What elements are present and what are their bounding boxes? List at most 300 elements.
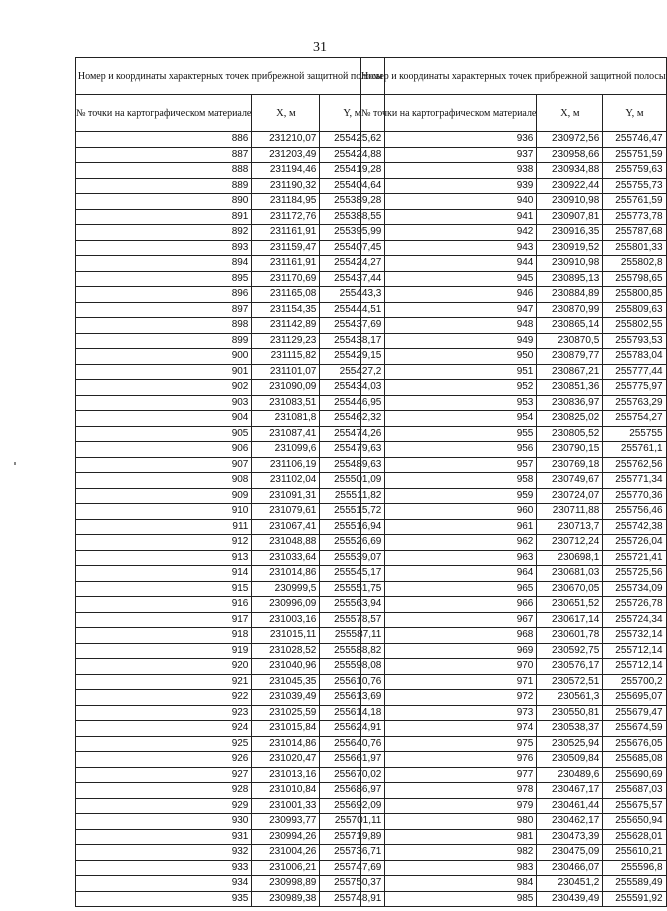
table-row — [361, 643, 667, 659]
point-number-cell: 903 — [76, 395, 252, 411]
y-coordinate-cell: 255613,69 — [320, 690, 385, 706]
x-coordinate-cell: 230907,81 — [537, 209, 603, 225]
table-row — [76, 721, 385, 737]
point-number-cell: 935 — [76, 891, 252, 907]
y-coordinate-cell: 255726,78 — [603, 597, 666, 613]
point-number-cell: 952 — [361, 380, 537, 396]
table-row — [76, 566, 385, 582]
table-row — [361, 767, 667, 783]
table-row — [76, 814, 385, 830]
x-coordinate-cell: 230538,37 — [537, 721, 603, 737]
point-number-cell: 945 — [361, 271, 537, 287]
point-number-header: № точки на картографическом материале — [76, 95, 252, 132]
y-coordinate-cell: 255787,68 — [603, 225, 666, 241]
y-coordinate-cell: 255761,59 — [603, 194, 666, 210]
x-coordinate-cell: 231083,51 — [252, 395, 320, 411]
table-row — [361, 519, 667, 535]
table-row — [76, 442, 385, 458]
y-coordinate-cell: 255462,32 — [320, 411, 385, 427]
x-coordinate-cell: 230592,75 — [537, 643, 603, 659]
point-number-cell: 974 — [361, 721, 537, 737]
y-coordinate-cell: 255762,56 — [603, 457, 666, 473]
point-number-cell: 909 — [76, 488, 252, 504]
table-row — [76, 240, 385, 256]
x-coordinate-cell: 231129,23 — [252, 333, 320, 349]
point-number-cell: 941 — [361, 209, 537, 225]
x-coordinate-cell: 230651,52 — [537, 597, 603, 613]
y-coordinate-cell: 255443,3 — [320, 287, 385, 303]
y-coordinate-cell: 255438,17 — [320, 333, 385, 349]
x-coordinate-cell: 231014,86 — [252, 566, 320, 582]
table-row — [76, 705, 385, 721]
point-number-cell: 970 — [361, 659, 537, 675]
table-row — [76, 736, 385, 752]
table-row — [76, 395, 385, 411]
y-coordinate-cell: 255614,18 — [320, 705, 385, 721]
point-number-cell: 981 — [361, 829, 537, 845]
y-coordinate-cell: 255489,63 — [320, 457, 385, 473]
point-number-cell: 927 — [76, 767, 252, 783]
y-coordinate-cell: 255754,27 — [603, 411, 666, 427]
point-number-cell: 910 — [76, 504, 252, 520]
table-row — [76, 380, 385, 396]
point-number-cell: 923 — [76, 705, 252, 721]
x-coordinate-cell: 231006,21 — [252, 860, 320, 876]
x-coordinate-cell: 230790,15 — [537, 442, 603, 458]
table-row — [361, 705, 667, 721]
point-number-cell: 954 — [361, 411, 537, 427]
table-row — [76, 783, 385, 799]
table-row — [76, 550, 385, 566]
point-number-cell: 930 — [76, 814, 252, 830]
x-coordinate-cell: 230994,26 — [252, 829, 320, 845]
x-coordinate-cell: 230712,24 — [537, 535, 603, 551]
point-number-cell: 916 — [76, 597, 252, 613]
y-coordinate-cell: 255588,82 — [320, 643, 385, 659]
point-number-cell: 969 — [361, 643, 537, 659]
x-coordinate-cell: 230993,77 — [252, 814, 320, 830]
point-number-cell: 914 — [76, 566, 252, 582]
x-coordinate-cell: 230439,49 — [537, 891, 603, 907]
table-row — [361, 442, 667, 458]
y-coordinate-cell: 255802,55 — [603, 318, 666, 334]
y-coordinate-cell: 255539,07 — [320, 550, 385, 566]
y-coordinate-cell: 255771,34 — [603, 473, 666, 489]
x-coordinate-cell: 230617,14 — [537, 612, 603, 628]
y-coordinate-cell: 255628,01 — [603, 829, 666, 845]
x-coordinate-cell: 231165,08 — [252, 287, 320, 303]
x-coordinate-cell: 231194,46 — [252, 163, 320, 179]
y-coordinate-cell: 255732,14 — [603, 628, 666, 644]
point-number-cell: 962 — [361, 535, 537, 551]
y-coordinate-cell: 255763,29 — [603, 395, 666, 411]
table-row — [76, 767, 385, 783]
table-row — [76, 163, 385, 179]
point-number-cell: 949 — [361, 333, 537, 349]
table-row — [76, 209, 385, 225]
table-row — [76, 147, 385, 163]
table-row — [76, 504, 385, 520]
table-row — [76, 860, 385, 876]
y-coordinate-cell: 255578,57 — [320, 612, 385, 628]
table-row — [76, 798, 385, 814]
y-coordinate-header: Y, м — [603, 95, 666, 132]
x-coordinate-cell: 230867,21 — [537, 364, 603, 380]
point-number-cell: 887 — [76, 147, 252, 163]
y-coordinate-cell: 255591,92 — [603, 891, 666, 907]
table-row — [361, 147, 667, 163]
point-number-cell: 979 — [361, 798, 537, 814]
table-row — [76, 457, 385, 473]
x-coordinate-cell: 230462,17 — [537, 814, 603, 830]
y-coordinate-cell: 255712,14 — [603, 659, 666, 675]
y-coordinate-cell: 255511,82 — [320, 488, 385, 504]
point-number-cell: 973 — [361, 705, 537, 721]
point-number-cell: 919 — [76, 643, 252, 659]
table-row — [361, 798, 667, 814]
point-number-cell: 938 — [361, 163, 537, 179]
x-coordinate-cell: 231014,86 — [252, 736, 320, 752]
y-coordinate-cell: 255770,36 — [603, 488, 666, 504]
x-coordinate-cell: 231045,35 — [252, 674, 320, 690]
table-row — [361, 736, 667, 752]
y-coordinate-cell: 255759,63 — [603, 163, 666, 179]
x-coordinate-header: X, м — [537, 95, 603, 132]
point-number-cell: 936 — [361, 132, 537, 148]
table-row — [361, 225, 667, 241]
table-row — [76, 287, 385, 303]
x-coordinate-cell: 231115,82 — [252, 349, 320, 365]
point-number-cell: 932 — [76, 845, 252, 861]
x-coordinate-cell: 231159,47 — [252, 240, 320, 256]
y-coordinate-cell: 255734,09 — [603, 581, 666, 597]
x-coordinate-cell: 231048,88 — [252, 535, 320, 551]
point-number-cell: 967 — [361, 612, 537, 628]
y-coordinate-cell: 255746,47 — [603, 132, 666, 148]
x-coordinate-cell: 230996,09 — [252, 597, 320, 613]
y-coordinate-cell: 255800,85 — [603, 287, 666, 303]
table-title: Номер и координаты характерных точек прибрежной защитной полосы — [76, 58, 385, 95]
y-coordinate-cell: 255685,08 — [603, 752, 666, 768]
table-row — [76, 690, 385, 706]
x-coordinate-cell: 231099,6 — [252, 442, 320, 458]
x-coordinate-cell: 231090,09 — [252, 380, 320, 396]
table-row — [361, 690, 667, 706]
y-coordinate-cell: 255624,91 — [320, 721, 385, 737]
y-coordinate-cell: 255388,55 — [320, 209, 385, 225]
x-coordinate-cell: 230466,07 — [537, 860, 603, 876]
point-number-cell: 921 — [76, 674, 252, 690]
y-coordinate-cell: 255425,62 — [320, 132, 385, 148]
x-coordinate-cell: 231079,61 — [252, 504, 320, 520]
point-number-cell: 947 — [361, 302, 537, 318]
table-body — [76, 132, 385, 907]
point-number-cell: 960 — [361, 504, 537, 520]
table-row — [76, 473, 385, 489]
table-row — [76, 225, 385, 241]
y-coordinate-cell: 255598,08 — [320, 659, 385, 675]
point-number-cell: 975 — [361, 736, 537, 752]
x-coordinate-cell: 230550,81 — [537, 705, 603, 721]
y-coordinate-cell: 255516,94 — [320, 519, 385, 535]
y-coordinate-cell: 255670,02 — [320, 767, 385, 783]
x-coordinate-header: X, м — [252, 95, 320, 132]
x-coordinate-cell: 230461,44 — [537, 798, 603, 814]
y-coordinate-cell: 255551,75 — [320, 581, 385, 597]
point-number-cell: 934 — [76, 876, 252, 892]
x-coordinate-cell: 230475,09 — [537, 845, 603, 861]
x-coordinate-cell: 230525,94 — [537, 736, 603, 752]
y-coordinate-cell: 255761,1 — [603, 442, 666, 458]
table-row — [76, 674, 385, 690]
point-number-cell: 925 — [76, 736, 252, 752]
table-row — [361, 504, 667, 520]
point-number-cell: 983 — [361, 860, 537, 876]
table-row — [361, 380, 667, 396]
x-coordinate-cell: 230958,66 — [537, 147, 603, 163]
point-number-cell: 944 — [361, 256, 537, 272]
x-coordinate-cell: 230805,52 — [537, 426, 603, 442]
y-coordinate-cell: 255748,91 — [320, 891, 385, 907]
point-number-cell: 912 — [76, 535, 252, 551]
point-number-cell: 959 — [361, 488, 537, 504]
x-coordinate-cell: 230884,89 — [537, 287, 603, 303]
point-number-cell: 913 — [76, 550, 252, 566]
x-coordinate-cell: 230851,36 — [537, 380, 603, 396]
point-number-cell: 978 — [361, 783, 537, 799]
y-coordinate-cell: 255719,89 — [320, 829, 385, 845]
table-row — [361, 240, 667, 256]
point-number-cell: 892 — [76, 225, 252, 241]
x-coordinate-cell: 230910,98 — [537, 194, 603, 210]
y-coordinate-cell: 255640,76 — [320, 736, 385, 752]
table-row — [76, 659, 385, 675]
y-coordinate-cell: 255474,26 — [320, 426, 385, 442]
table-row — [76, 643, 385, 659]
point-number-cell: 964 — [361, 566, 537, 582]
table-row — [361, 550, 667, 566]
y-coordinate-cell: 255700,2 — [603, 674, 666, 690]
table-row — [361, 411, 667, 427]
x-coordinate-cell: 230870,5 — [537, 333, 603, 349]
table-row — [361, 674, 667, 690]
table-row — [361, 829, 667, 845]
point-number-cell: 895 — [76, 271, 252, 287]
y-coordinate-cell: 255404,64 — [320, 178, 385, 194]
point-number-cell: 898 — [76, 318, 252, 334]
x-coordinate-cell: 230561,3 — [537, 690, 603, 706]
x-coordinate-cell: 230999,5 — [252, 581, 320, 597]
y-coordinate-cell: 255389,28 — [320, 194, 385, 210]
y-coordinate-cell: 255610,76 — [320, 674, 385, 690]
point-number-cell: 940 — [361, 194, 537, 210]
table-row — [361, 860, 667, 876]
table-row — [361, 473, 667, 489]
point-number-cell: 961 — [361, 519, 537, 535]
point-number-cell: 985 — [361, 891, 537, 907]
x-coordinate-cell: 230713,7 — [537, 519, 603, 535]
y-coordinate-cell: 255446,95 — [320, 395, 385, 411]
table-row — [76, 178, 385, 194]
y-coordinate-cell: 255674,59 — [603, 721, 666, 737]
x-coordinate-cell: 231172,76 — [252, 209, 320, 225]
point-number-cell: 911 — [76, 519, 252, 535]
y-coordinate-cell: 255650,94 — [603, 814, 666, 830]
table-row — [361, 891, 667, 907]
x-coordinate-cell: 231039,49 — [252, 690, 320, 706]
point-number-cell: 963 — [361, 550, 537, 566]
point-number-cell: 894 — [76, 256, 252, 272]
point-number-cell: 966 — [361, 597, 537, 613]
x-coordinate-cell: 230724,07 — [537, 488, 603, 504]
point-number-cell: 907 — [76, 457, 252, 473]
point-number-cell: 950 — [361, 349, 537, 365]
y-coordinate-cell: 255750,37 — [320, 876, 385, 892]
point-number-cell: 924 — [76, 721, 252, 737]
y-coordinate-cell: 255726,04 — [603, 535, 666, 551]
x-coordinate-cell: 231040,96 — [252, 659, 320, 675]
x-coordinate-cell: 230972,56 — [537, 132, 603, 148]
y-coordinate-cell: 255724,34 — [603, 612, 666, 628]
table-row — [361, 488, 667, 504]
x-coordinate-cell: 230670,05 — [537, 581, 603, 597]
y-coordinate-cell: 255751,59 — [603, 147, 666, 163]
table-row — [361, 721, 667, 737]
y-coordinate-cell: 255587,11 — [320, 628, 385, 644]
x-coordinate-cell: 230489,6 — [537, 767, 603, 783]
y-coordinate-cell: 255407,45 — [320, 240, 385, 256]
table-row — [361, 628, 667, 644]
page-number: 31 — [313, 40, 327, 55]
x-coordinate-cell: 231091,31 — [252, 488, 320, 504]
y-coordinate-cell: 255686,97 — [320, 783, 385, 799]
y-coordinate-cell: 255479,63 — [320, 442, 385, 458]
x-coordinate-cell: 230879,77 — [537, 349, 603, 365]
y-coordinate-cell: 255793,53 — [603, 333, 666, 349]
table-row — [361, 333, 667, 349]
table-row — [76, 411, 385, 427]
table-row — [361, 132, 667, 148]
table-row — [361, 581, 667, 597]
y-coordinate-cell: 255419,28 — [320, 163, 385, 179]
point-number-cell: 931 — [76, 829, 252, 845]
point-number-cell: 951 — [361, 364, 537, 380]
x-coordinate-cell: 230998,89 — [252, 876, 320, 892]
table-row — [76, 132, 385, 148]
y-coordinate-cell: 255395,99 — [320, 225, 385, 241]
x-coordinate-cell: 230681,03 — [537, 566, 603, 582]
point-number-cell: 899 — [76, 333, 252, 349]
table-row — [361, 457, 667, 473]
point-number-cell: 971 — [361, 674, 537, 690]
point-number-header: № точки на картографическом материале — [361, 95, 537, 132]
x-coordinate-cell: 230473,39 — [537, 829, 603, 845]
point-number-cell: 896 — [76, 287, 252, 303]
x-coordinate-cell: 231004,26 — [252, 845, 320, 861]
y-coordinate-cell: 255701,11 — [320, 814, 385, 830]
table-row — [76, 612, 385, 628]
x-coordinate-cell: 231015,11 — [252, 628, 320, 644]
point-number-cell: 928 — [76, 783, 252, 799]
point-number-cell: 956 — [361, 442, 537, 458]
x-coordinate-cell: 230910,98 — [537, 256, 603, 272]
y-coordinate-cell: 255444,51 — [320, 302, 385, 318]
y-coordinate-cell: 255775,97 — [603, 380, 666, 396]
point-number-cell: 984 — [361, 876, 537, 892]
y-coordinate-cell: 255725,56 — [603, 566, 666, 582]
point-number-cell: 900 — [76, 349, 252, 365]
x-coordinate-cell: 231106,19 — [252, 457, 320, 473]
y-coordinate-cell: 255679,47 — [603, 705, 666, 721]
coordinates-table-right — [360, 57, 667, 907]
table-row — [361, 194, 667, 210]
point-number-cell: 888 — [76, 163, 252, 179]
x-coordinate-cell: 230601,78 — [537, 628, 603, 644]
table-row — [361, 876, 667, 892]
table-row — [76, 628, 385, 644]
point-number-cell: 902 — [76, 380, 252, 396]
x-coordinate-cell: 231001,33 — [252, 798, 320, 814]
y-coordinate-cell: 255692,09 — [320, 798, 385, 814]
coordinates-table-left — [75, 57, 385, 907]
x-coordinate-cell: 231020,47 — [252, 752, 320, 768]
table-body — [361, 132, 667, 907]
y-coordinate-cell: 255736,71 — [320, 845, 385, 861]
y-coordinate-cell: 255676,05 — [603, 736, 666, 752]
y-coordinate-cell: 255501,09 — [320, 473, 385, 489]
table-row — [76, 349, 385, 365]
point-number-cell: 926 — [76, 752, 252, 768]
point-number-cell: 891 — [76, 209, 252, 225]
point-number-cell: 958 — [361, 473, 537, 489]
table-row — [361, 349, 667, 365]
table-row — [361, 209, 667, 225]
x-coordinate-cell: 230870,99 — [537, 302, 603, 318]
table-row — [76, 581, 385, 597]
table-row — [76, 845, 385, 861]
point-number-cell: 920 — [76, 659, 252, 675]
y-coordinate-cell: 255801,33 — [603, 240, 666, 256]
y-coordinate-cell: 255690,69 — [603, 767, 666, 783]
point-number-cell: 922 — [76, 690, 252, 706]
x-coordinate-cell: 230749,67 — [537, 473, 603, 489]
x-coordinate-cell: 230825,02 — [537, 411, 603, 427]
table-row — [76, 488, 385, 504]
y-coordinate-cell: 255515,72 — [320, 504, 385, 520]
table-row — [361, 597, 667, 613]
y-coordinate-cell: 255755,73 — [603, 178, 666, 194]
x-coordinate-cell: 230451,2 — [537, 876, 603, 892]
y-coordinate-cell: 255755 — [603, 426, 666, 442]
y-coordinate-cell: 255742,38 — [603, 519, 666, 535]
x-coordinate-cell: 231033,64 — [252, 550, 320, 566]
y-coordinate-cell: 255687,03 — [603, 783, 666, 799]
table-row — [76, 829, 385, 845]
table-row — [76, 876, 385, 892]
y-coordinate-cell: 255777,44 — [603, 364, 666, 380]
table-row — [361, 395, 667, 411]
point-number-cell: 929 — [76, 798, 252, 814]
table-row — [76, 752, 385, 768]
x-coordinate-cell: 231087,41 — [252, 426, 320, 442]
y-coordinate-cell: 255695,07 — [603, 690, 666, 706]
x-coordinate-cell: 231010,84 — [252, 783, 320, 799]
point-number-cell: 897 — [76, 302, 252, 318]
table-title: Номер и координаты характерных точек прибрежной защитной полосы — [361, 58, 667, 95]
x-coordinate-cell: 230916,35 — [537, 225, 603, 241]
table-row — [76, 333, 385, 349]
table-row — [361, 612, 667, 628]
